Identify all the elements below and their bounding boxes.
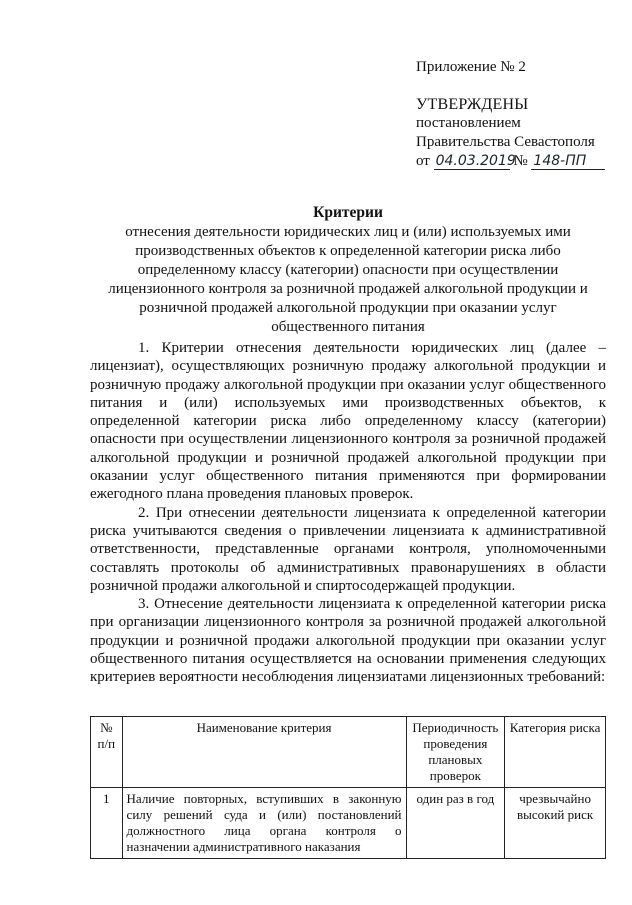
approved-label: УТВЕРЖДЕНЫ <box>416 96 529 113</box>
row-category: чрезвычайно высокий риск <box>505 788 606 859</box>
appendix-label: Приложение № 2 <box>416 59 526 75</box>
approval-block <box>416 58 616 171</box>
body-text <box>90 339 606 687</box>
criteria-table <box>90 716 606 859</box>
document-title: Критерии <box>313 204 383 221</box>
paragraph-3: 3. Отнесение деятельности лицензиата к определенной категории риска при организации лицензионного контроля за розничной продажей алкогольной продукции и розничной продажи алкогольной продукции при оказании услуг общественного питания осуществляется на основании применения следующих критериев вероятности несоблюдения лицензиатами лицензионных требований: <box>90 596 606 686</box>
paragraph-2: 2. При отнесении деятельности лицензиата к определенной категории риска учитываются сведения о привлечении лицензиата к административной ответственности, представленные органами контроля, уполномоченными составлять протоколы об административных правонарушениях в области розничной продажи алкогольной и спиртосодержащей продукции. <box>90 504 606 594</box>
row-period: один раз в год <box>406 788 505 859</box>
header-category: Категория риска <box>505 717 606 788</box>
handwritten-number: 148-ПП <box>531 153 605 170</box>
paragraph-1: 1. Критерии отнесения деятельности юридических лиц (далее – лицензиат), осуществляющих розничную продажу алкогольной продукции и розничную продажу алкогольной продукции при оказании услуг общественного питания и (или) используемых ими производственных объектов, к определенной категории риска либо определенному классу (категории) опасности при осуществлении лицензионного контроля за розничной продажей алкогольной продукции и розничной продажей алкогольной продукции при оказании услуг общественного питания применяются при формировании ежегодного плана проведения плановых проверок. <box>90 340 606 503</box>
date-prefix: от <box>416 153 430 169</box>
date-number-line <box>416 152 616 171</box>
table-row <box>91 788 606 859</box>
document-subtitle: отнесения деятельности юридических лиц и (или) используемых ими производственных объектов к определенной категории риска либо определенному классу (категории) опасности при осуществлении лицензионного контроля за розничной продажей алкогольной продукции и розничной продажей алкогольной продукции при оказании услуг общественного питания <box>108 224 588 335</box>
row-num: 1 <box>91 788 123 859</box>
document-title-block <box>90 203 606 337</box>
approved-by-line-2: Правительства Севастополя <box>416 134 595 150</box>
row-criterion: Наличие повторных, вступивших в законную силу решений суда и (или) постановлений должностного лица органа контроля о назначении административного наказания <box>122 788 406 859</box>
header-name: Наименование критерия <box>122 717 406 788</box>
handwritten-date: 04.03.2019 <box>435 153 516 169</box>
header-num: № п/п <box>91 717 123 788</box>
header-period: Периодичность проведения плановых проверок <box>406 717 505 788</box>
table-header-row <box>91 717 606 788</box>
number-prefix: № <box>513 153 528 169</box>
approved-by-line-1: постановлением <box>416 115 521 131</box>
